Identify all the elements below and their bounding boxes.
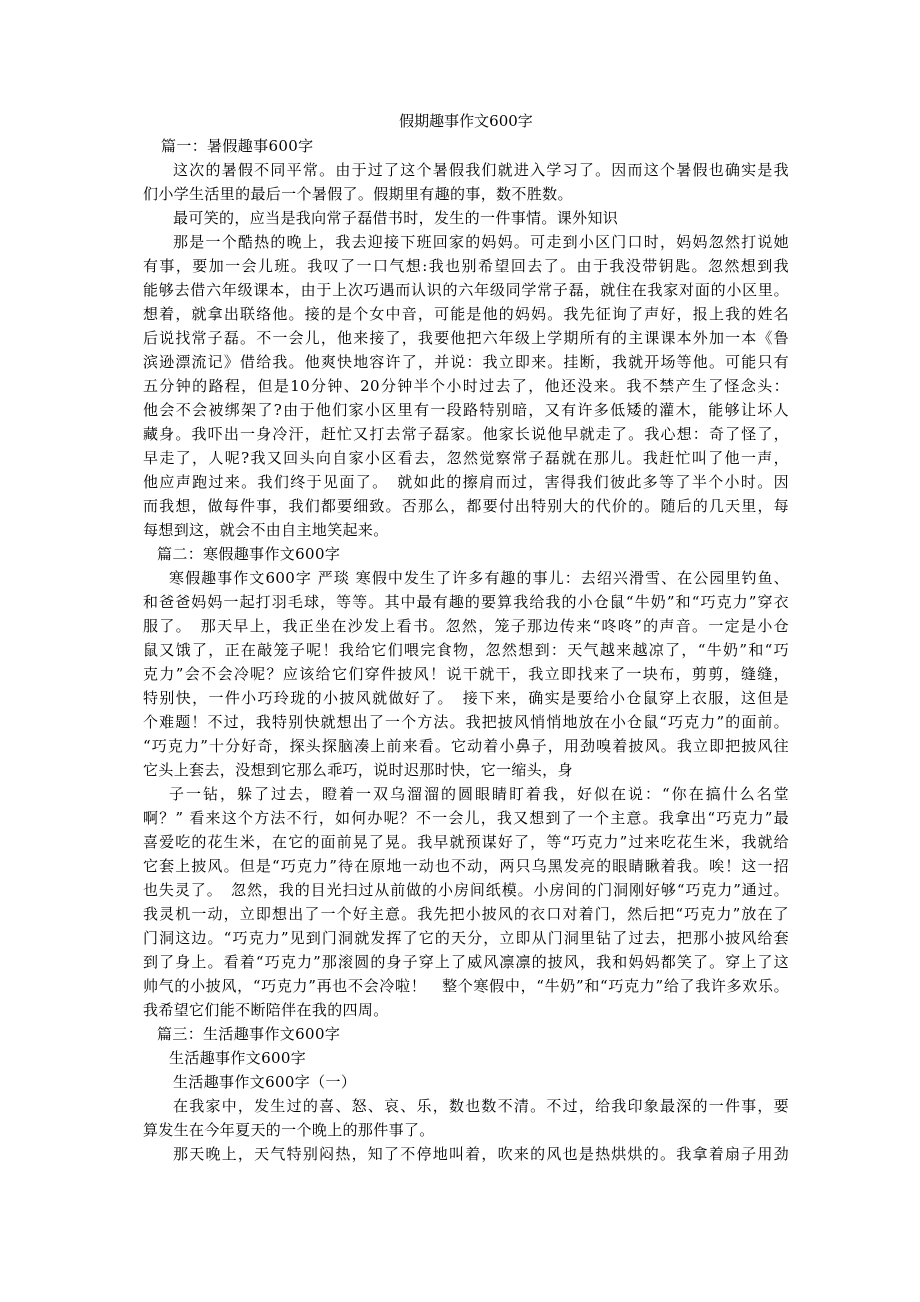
text-line: 帅气的小披风，“巧克力”再也不会冷啦！ 整个寒假中，“牛奶”和“巧克力”给了我许多欢乐。 [143, 977, 789, 995]
text-line: 最可笑的，应当是我向常子磊借书时，发生的一件事情。课外知识 [173, 209, 619, 227]
text-line: 子一钻，躲了过去，瞪着一双乌溜溜的圆眼睛盯着我，好似在说：“你在搞什么名堂 [169, 785, 789, 803]
text-line: 藏身。我吓出一身冷汗，赶忙又打去常子磊家。他家长说他早就走了。我心想：奇了怪了， [143, 425, 789, 443]
text-line: 鼠又饿了，正在敲笼子呢！我给它们喂完食物，忽然想到：天气越来越凉了，“牛奶”和“巧 [143, 641, 789, 659]
text-line: 他应声跑过来。我们终于见面了。 就如此的擦肩而过，害得我们彼此多等了半个小时。因 [143, 473, 789, 491]
text-line: 这次的暑假不同平常。由于过了这个暑假我们就进入学习了。因而这个暑假也确实是我 [173, 161, 789, 179]
text-line: 也失灵了。 忽然，我的目光扫过从前做的小房间纸模。小房间的门洞刚好够“巧克力”通过。 [143, 881, 789, 899]
text-line: 后说找常子磊。不一会儿，他来接了，我要他把六年级上学期所有的主课课本外加一本《鲁 [143, 329, 789, 347]
text-line: 那是一个酷热的晚上，我去迎接下班回家的妈妈。可走到小区门口时，妈妈忽然打说她 [173, 233, 789, 251]
text-line: 而我想，做每件事，我们都要细致。否那么，都要付出特别大的代价的。随后的几天里，每 [143, 497, 789, 515]
text-line: 我希望它们能不断陪伴在我的四周。 [143, 1001, 389, 1019]
text-line: 它头上套去，没想到它那么乖巧，说时迟那时快，它一缩头，身 [143, 761, 573, 779]
text-line: 五分钟的路程，但是10分钟、20分钟半个小时过去了，他还没来。我不禁产生了怪念头： [143, 377, 789, 395]
text-line: 滨逊漂流记》借给我。他爽快地容许了，并说：我立即来。挂断，我就开场等他。可能只有 [143, 353, 789, 371]
text-line: 篇一：暑假趣事600字 [161, 137, 314, 155]
text-line: 们小学生活里的最后一个暑假了。假期里有趣的事，数不胜数。 [143, 185, 573, 203]
text-line: 篇三：生活趣事作文600字 [157, 1025, 341, 1043]
text-line: 篇二：寒假趣事作文600字 [157, 545, 341, 563]
document-body [143, 134, 789, 1166]
text-line: 每想到这，就会不由自主地笑起来。 [143, 521, 389, 539]
text-line: “巧克力”十分好奇，探头探脑凑上前来看。它动着小鼻子，用劲嗅着披风。我立即把披风往 [143, 737, 789, 755]
text-line: 克力”会不会冷呢？应该给它们穿件披风！说干就干，我立即找来了一块布，剪剪，缝缝， [143, 665, 789, 683]
text-line: 寒假趣事作文600字 严琰 寒假中发生了许多有趣的事儿：去绍兴滑雪、在公园里钓鱼、 [169, 569, 789, 587]
document-page [143, 110, 789, 1166]
text-line: 和爸爸妈妈一起打羽毛球，等等。其中最有趣的要算我给我的小仓鼠“牛奶”和“巧克力”穿衣 [143, 593, 789, 611]
text-line: 早走了，人呢?我又回头向自家小区看去，忽然觉察常子磊就在那儿。我赶忙叫了他一声， [143, 449, 789, 467]
document-title: 假期趣事作文600字 [399, 112, 533, 130]
text-line: 特别快，一件小巧玲珑的小披风就做好了。 接下来，确实是要给小仓鼠穿上衣服，这但是 [143, 689, 789, 707]
text-line: 服了。 那天早上，我正坐在沙发上看书。忽然，笼子那边传来“咚咚”的声音。一定是小仓 [143, 617, 789, 635]
text-line: 喜爱吃的花生米，在它的面前晃了晃。我早就预谋好了，等“巧克力”过来吃花生米，我就给 [143, 833, 789, 851]
text-line: 想着，就拿出联络他。接的是个女中音，可能是他的妈妈。我先征询了声好，报上我的姓名 [143, 305, 789, 323]
text-line: 能够去借六年级课本，由于上次巧遇而认识的六年级同学常子磊，就住在我家对面的小区里。 [143, 281, 789, 299]
text-line: 它套上披风。但是“巧克力”待在原地一动也不动，两只乌黑发亮的眼睛瞅着我。唉！这一招 [143, 857, 789, 875]
text-line: 在我家中，发生过的喜、怒、哀、乐，数也数不清。不过，给我印象最深的一件事，要 [173, 1097, 789, 1115]
text-line: 那天晚上，天气特别闷热，知了不停地叫着，吹来的风也是热烘烘的。我拿着扇子用劲 [173, 1145, 789, 1163]
text-line: 生活趣事作文600字（一） [173, 1073, 357, 1091]
text-line: 门洞这边。“巧克力”见到门洞就发挥了它的天分，立即从门洞里钻了过去，把那小披风给套 [143, 929, 789, 947]
text-line: 到了身上。看着“巧克力”那滚圆的身子穿上了威风凛凛的披风，我和妈妈都笑了。穿上了这 [143, 953, 789, 971]
text-line: 有事，要加一会儿班。我叹了一口气想:我也别希望回去了。由于我没带钥匙。忽然想到我 [143, 257, 789, 275]
text-line: 个难题！不过，我特别快就想出了一个方法。我把披风悄悄地放在小仓鼠“巧克力”的面前。 [143, 713, 789, 731]
text-line: 他会不会被绑架了?由于他们家小区里有一段路特别暗，又有许多低矮的灌木，能够让坏人 [143, 401, 789, 419]
text-line: 算发生在今年夏天的一个晚上的那件事了。 [143, 1121, 435, 1139]
text-line: 啊？” 看来这个方法不行，如何办呢？不一会儿，我又想到了一个主意。我拿出“巧克力”最 [143, 809, 789, 827]
text-line: 我灵机一动，立即想出了一个好主意。我先把小披风的衣口对着门，然后把“巧克力”放在了 [143, 905, 789, 923]
text-line: 生活趣事作文600字 [169, 1049, 307, 1067]
